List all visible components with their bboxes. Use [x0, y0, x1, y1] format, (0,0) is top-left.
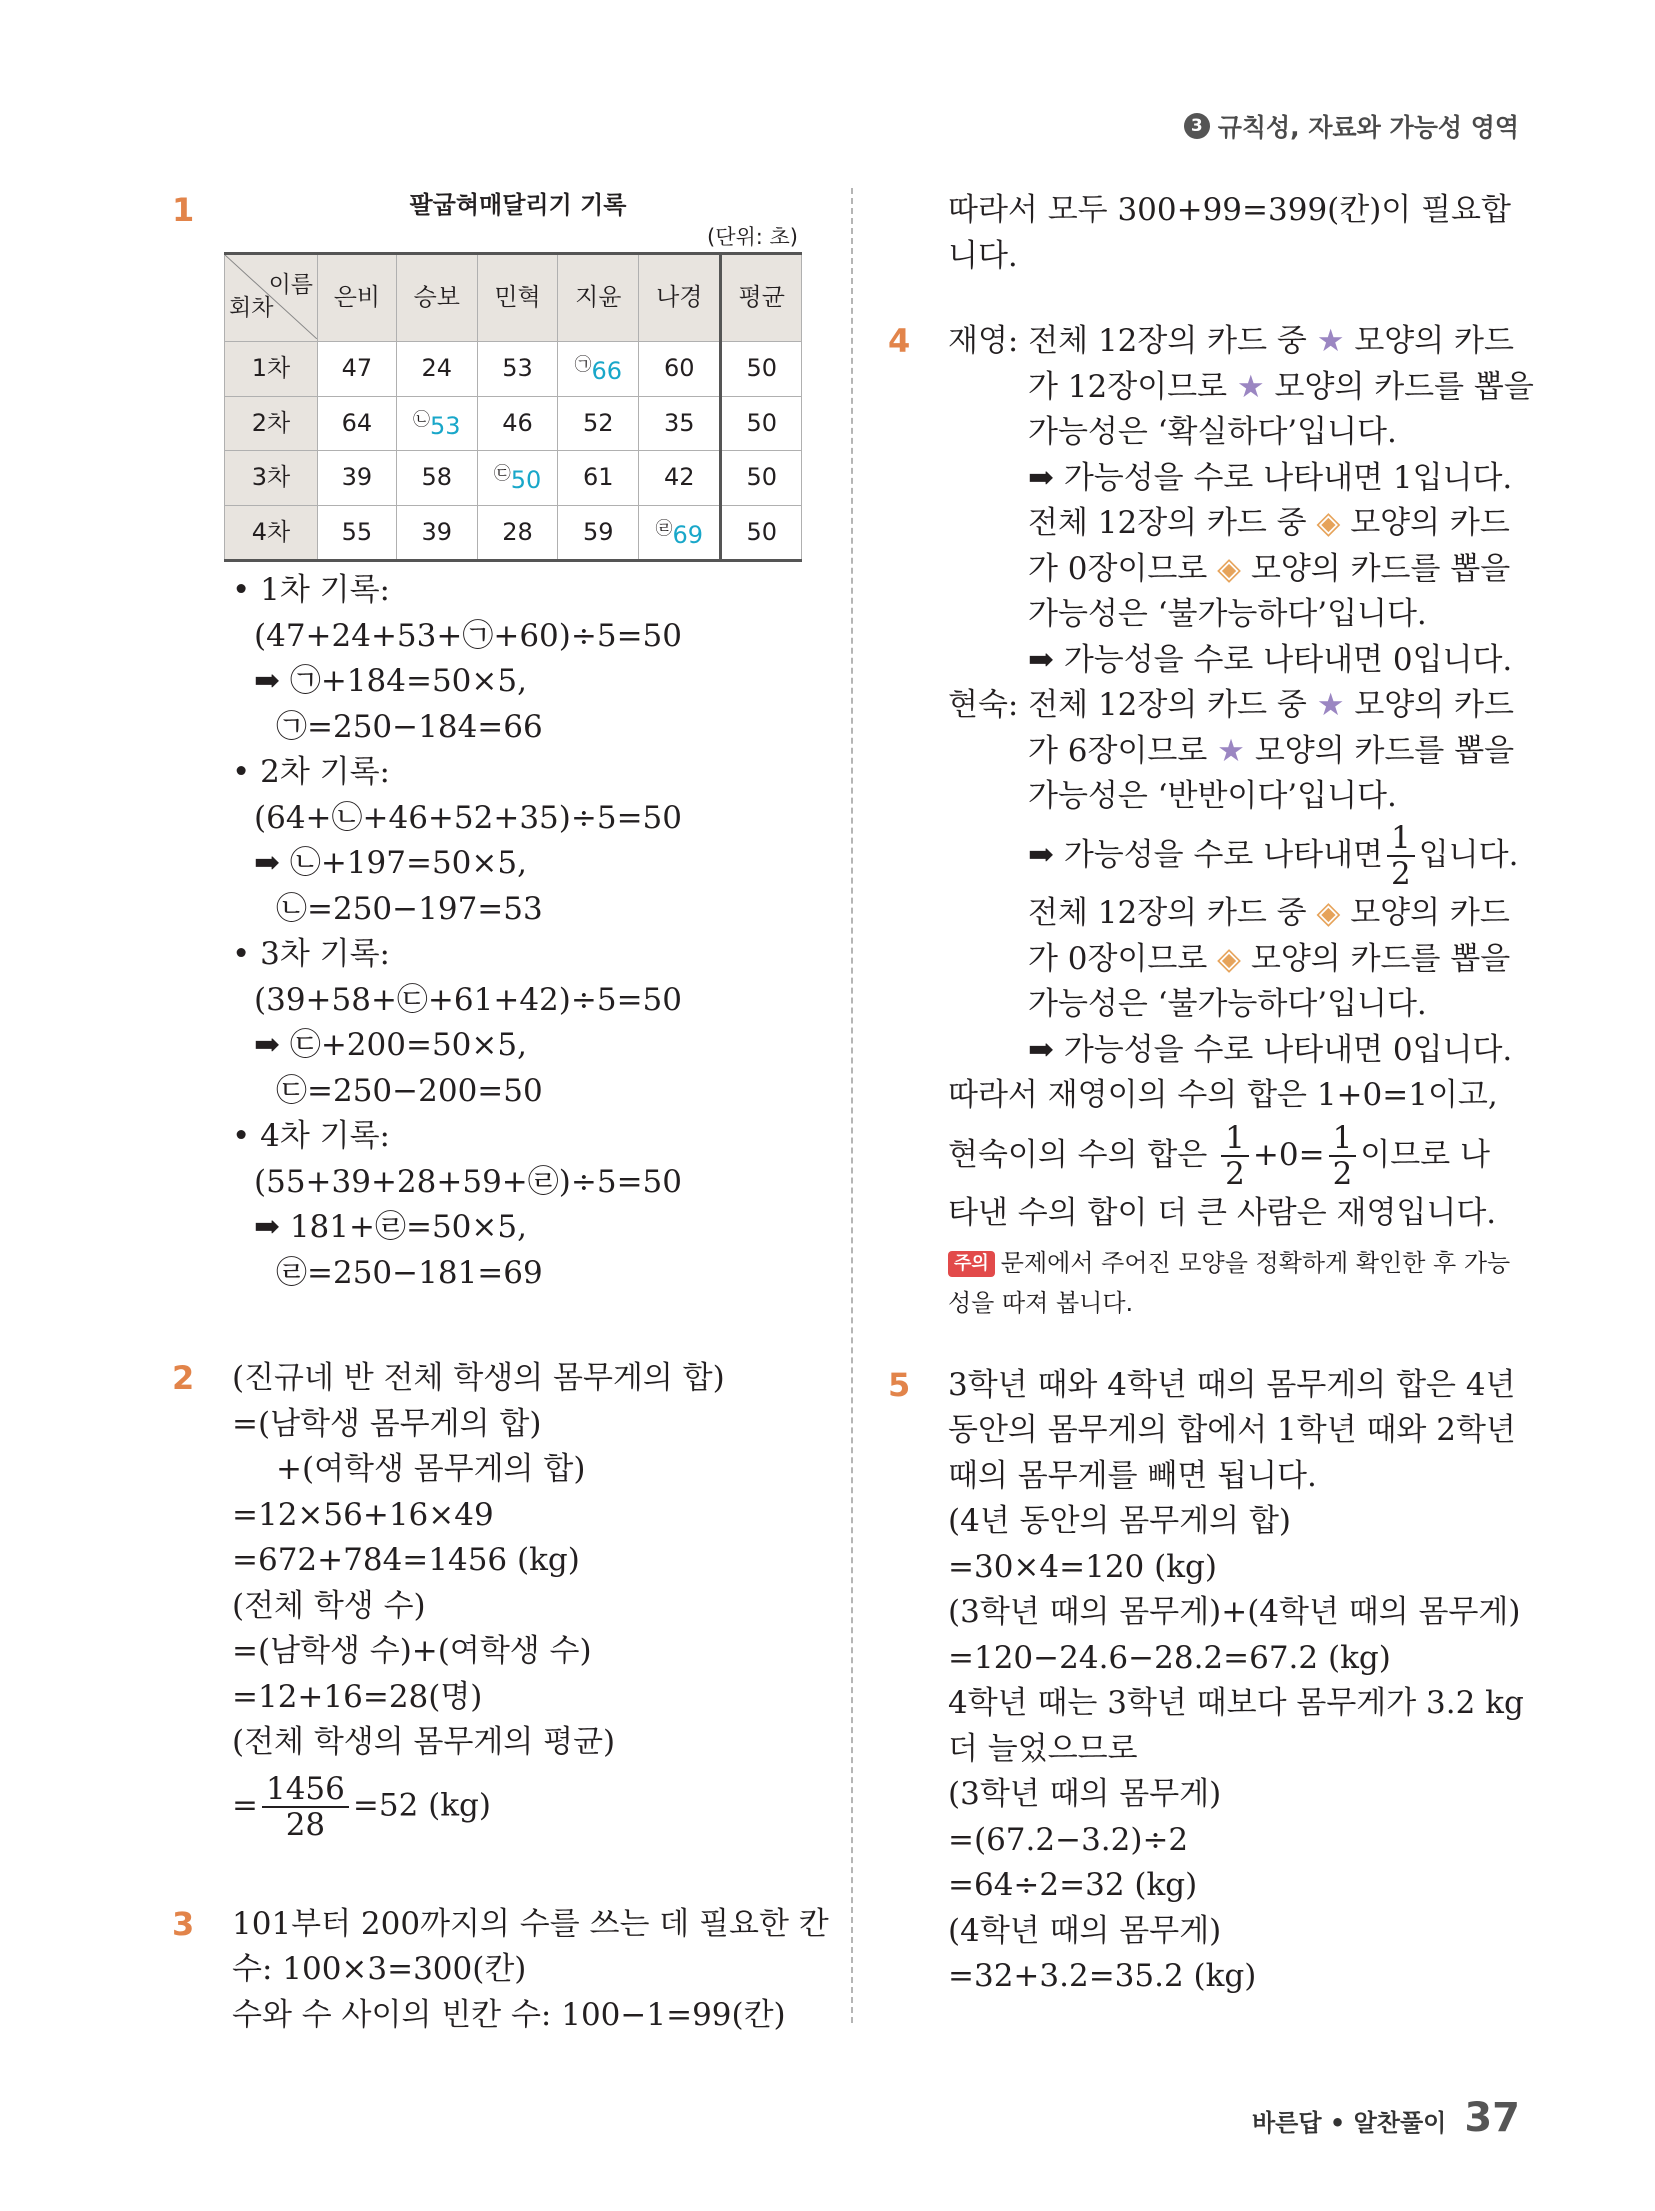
solution-line: ➡ 가능성을 수로 나타내면 1입니다.	[1028, 459, 1513, 496]
solution-line: 3학년 때와 4학년 때의 몸무게의 합은 4년	[948, 1366, 1516, 1403]
text: 모양의 카드를 뽑을	[1274, 368, 1534, 405]
table-cell: 35	[639, 396, 721, 451]
table-corner-cell	[225, 254, 318, 342]
solution-line: =(67.2−3.2)÷2	[948, 1821, 1189, 1858]
table-row	[225, 451, 802, 506]
table-unit: (단위: 초)	[707, 225, 798, 249]
problem-number: 3	[172, 1904, 195, 1943]
denominator: 2	[1391, 856, 1411, 892]
table-cell	[558, 342, 639, 397]
text: 모양의 카드	[1354, 323, 1514, 359]
solution-line	[948, 1119, 1524, 1192]
text: 가 0장이므로	[1028, 940, 1208, 977]
solution-line	[948, 501, 1524, 547]
table-row	[225, 505, 802, 561]
section-title: 규칙성, 자료와 가능성 영역	[1217, 113, 1519, 142]
table-title: 팔굽혀매달리기 기록	[409, 191, 627, 219]
solution-line: =120−24.6−28.2=67.2 (kg)	[948, 1639, 1391, 1676]
answer-value: 50	[510, 466, 542, 494]
solution-line: ㉡=250−197=53	[276, 890, 543, 927]
solution-line: (전체 학생의 몸무게의 평균)	[232, 1724, 616, 1760]
numerator: 1456	[262, 1772, 349, 1808]
problem-4	[888, 319, 1534, 1323]
page-number: 37	[1464, 2095, 1520, 2141]
solution-line: 101부터 200까지의 수를 쓰는 데 필요한 칸	[232, 1905, 829, 1942]
table-cell: 28	[477, 505, 558, 561]
corner-top-label: 이름	[268, 272, 313, 298]
mark-label: ㉢	[493, 464, 511, 484]
text: 모양의 카드를 뽑을	[1250, 940, 1511, 977]
table-cell: 55	[318, 505, 397, 561]
solution-line: • 2차 기록:	[232, 754, 390, 790]
star-icon: ★	[1316, 323, 1345, 359]
text: 전체 12장의 카드 중	[1028, 505, 1307, 541]
star-icon: ★	[1236, 368, 1265, 405]
text: 입니다.	[1418, 836, 1519, 873]
diamond-icon: ◈	[1316, 895, 1341, 931]
solution-line: • 3차 기록:	[232, 936, 390, 972]
solution-line	[948, 729, 1524, 775]
problem-2	[172, 1356, 822, 1842]
table-cell: 24	[396, 342, 477, 397]
column-header: 나경	[639, 254, 721, 342]
solution-line	[948, 547, 1524, 593]
column-header: 민혁	[477, 254, 558, 342]
text: 모양의 카드	[1354, 687, 1514, 723]
problem-3	[172, 1902, 829, 2039]
table-cell: 46	[477, 396, 558, 451]
text: 가 6장이므로	[1028, 732, 1208, 769]
solution-line: ➡ 181+㉣=50×5,	[254, 1209, 527, 1245]
caution-tag: 주의	[948, 1251, 995, 1277]
solution-line	[948, 365, 1534, 411]
diamond-icon: ◈	[1217, 550, 1242, 587]
solution-line: ㉣=250−181=69	[276, 1254, 543, 1291]
text: 모양의 카드를 뽑을	[1254, 732, 1515, 769]
solution-line	[948, 891, 1524, 937]
mark-label: ㉡	[412, 409, 430, 430]
table-row	[225, 342, 802, 397]
solution-line	[948, 820, 1524, 892]
row-header: 3차	[225, 451, 318, 506]
fraction	[1387, 821, 1415, 891]
solution-line: 동안의 몸무게의 합에서 1학년 때와 2학년	[948, 1412, 1516, 1448]
solution-line: 더 늘었으므로	[948, 1730, 1138, 1767]
text: 전체 12장의 카드 중	[1028, 323, 1307, 359]
fraction	[262, 1772, 349, 1842]
column-divider	[851, 188, 853, 2023]
solution-line: =30×4=120 (kg)	[948, 1548, 1217, 1585]
solution-line: 니다.	[948, 237, 1018, 274]
table-cell: 39	[318, 451, 397, 506]
fraction	[1221, 1121, 1249, 1191]
solution-line: (55+39+28+59+㉣)÷5=50	[254, 1163, 682, 1200]
text: ➡ 가능성을 수로 나타내면	[1028, 836, 1383, 873]
table-cell	[639, 505, 721, 561]
table-cell: 39	[396, 505, 477, 561]
problem-5	[888, 1363, 1524, 2000]
text: 전체 12장의 카드 중	[1028, 895, 1307, 931]
table-cell: 52	[558, 396, 639, 451]
table-cell: 64	[318, 396, 397, 451]
solution-line: (진규네 반 전체 학생의 몸무게의 합)	[232, 1360, 725, 1396]
left-column	[172, 188, 829, 2038]
problem-number: 2	[172, 1359, 195, 1397]
result-text: =52 (kg)	[352, 1787, 491, 1823]
table-cell: 50	[721, 451, 802, 506]
text: +0=	[1252, 1136, 1325, 1173]
solution-line: 따라서 재영이의 수의 합은 1+0=1이고,	[948, 1077, 1498, 1113]
denominator: 2	[1225, 1156, 1245, 1192]
solution-line: ➡ 가능성을 수로 나타내면 0입니다.	[1028, 1031, 1513, 1068]
answer-value: 66	[591, 357, 623, 385]
solution-line: ➡ 가능성을 수로 나타내면 0입니다.	[1028, 641, 1513, 678]
table-cell	[396, 396, 477, 451]
solution-line: 타낸 수의 합이 더 큰 사람은 재영입니다.	[948, 1195, 1497, 1231]
solution-line: ㉢=250−200=50	[276, 1072, 543, 1109]
star-icon: ★	[1316, 687, 1345, 723]
solution-line: (64+㉡+46+52+35)÷5=50	[254, 799, 682, 836]
diamond-icon: ◈	[1316, 505, 1341, 541]
solution-line: (3학년 때의 몸무게)	[948, 1776, 1222, 1812]
solution-line: =12×56+16×49	[232, 1496, 494, 1533]
table-row	[225, 396, 802, 451]
caution-text: 문제에서 주어진 모양을 정확하게 확인한 후 가능성을 따져 봅니다.	[948, 1248, 1511, 1317]
text: 가 12장이므로	[1028, 368, 1228, 405]
person-label: 현숙:	[948, 687, 1019, 723]
problem-1	[172, 188, 822, 1296]
table-cell: 53	[477, 342, 558, 397]
table-cell: 50	[721, 342, 802, 397]
numerator: 1	[1221, 1121, 1249, 1157]
problem-number: 4	[888, 322, 911, 360]
solution-line: (39+58+㉢+61+42)÷5=50	[254, 981, 682, 1018]
solution-line: (4학년 때의 몸무게)	[948, 1912, 1222, 1949]
table-cell: 50	[721, 396, 802, 451]
column-header: 평균	[721, 254, 802, 342]
text: 현숙이의 수의 합은	[948, 1136, 1208, 1173]
solution-line: 따라서 모두 300+99=399(칸)이 필요합	[948, 192, 1511, 228]
solution-line: ➡ ㉡+197=50×5,	[254, 845, 527, 881]
solution-line: 수와 수 사이의 빈칸 수: 100−1=99(칸)	[232, 1996, 786, 2033]
mark-label: ㉠	[574, 355, 592, 375]
diamond-icon: ◈	[1217, 940, 1242, 977]
text: 이므로 나	[1360, 1136, 1490, 1173]
solution-line: =672+784=1456 (kg)	[232, 1542, 580, 1578]
caution-note	[948, 1243, 1528, 1323]
text: 전체 12장의 카드 중	[1028, 687, 1307, 723]
person-label: 재영:	[948, 323, 1019, 359]
solution-line	[948, 683, 1524, 729]
numerator: 1	[1329, 1121, 1357, 1157]
row-header: 2차	[225, 396, 318, 451]
table-cell: 50	[721, 505, 802, 561]
fraction	[1329, 1121, 1357, 1191]
row-header: 1차	[225, 342, 318, 397]
solution-line: 수: 100×3=300(칸)	[232, 1951, 527, 1987]
denominator: 2	[1332, 1156, 1353, 1192]
solution-line: • 4차 기록:	[232, 1118, 390, 1154]
text: 모양의 카드를 뽑을	[1250, 550, 1511, 587]
star-icon: ★	[1217, 732, 1245, 769]
page-footer	[1252, 2095, 1520, 2141]
text: 가 0장이므로	[1028, 550, 1208, 587]
table-cell	[477, 451, 558, 506]
problem-3-continued	[888, 188, 1524, 279]
footer-label: 바른답 • 알찬풀이	[1251, 2109, 1447, 2137]
problem-number: 5	[888, 1365, 911, 1404]
row-header: 4차	[225, 505, 318, 561]
solution-line: • 1차 기록:	[232, 572, 390, 608]
solution-line: (4년 동안의 몸무게의 합)	[948, 1503, 1291, 1539]
solution-line: (3학년 때의 몸무게)+(4학년 때의 몸무게)	[948, 1594, 1521, 1630]
solution-line: 가능성은 ‘반반이다’입니다.	[1028, 778, 1397, 814]
solution-line: 때의 몸무게를 빼면 됩니다.	[948, 1457, 1317, 1494]
solution-line	[948, 937, 1524, 983]
solution-line: 가능성은 ‘불가능하다’입니다.	[1028, 596, 1427, 632]
solution-line: (47+24+53+㉠+60)÷5=50	[254, 617, 682, 654]
section-header	[1184, 108, 1519, 144]
problem-number: 1	[172, 191, 195, 229]
solution-line: ➡ ㉢+200=50×5,	[254, 1027, 527, 1063]
answer-value: 53	[429, 411, 461, 440]
solution-line: ㉠=250−184=66	[276, 708, 543, 745]
section-number-badge: 3	[1184, 113, 1210, 139]
solution-line: (전체 학생 수)	[232, 1587, 426, 1624]
solution-line: =32+3.2=35.2 (kg)	[948, 1958, 1257, 1994]
solution-line: 가능성은 ‘불가능하다’입니다.	[1028, 986, 1427, 1022]
right-column	[888, 188, 1534, 2000]
table-cell: 58	[396, 451, 477, 506]
solution-line: =64÷2=32 (kg)	[948, 1867, 1198, 1903]
solution-line: =(남학생 몸무게의 합)	[232, 1405, 542, 1442]
denominator: 28	[285, 1806, 326, 1843]
answer-value: 69	[672, 520, 704, 549]
solution-line: 4학년 때는 3학년 때보다 몸무게가 3.2 kg	[948, 1685, 1524, 1721]
column-header: 지윤	[558, 254, 639, 342]
text: 모양의 카드	[1350, 895, 1510, 931]
record-table-block	[224, 188, 802, 562]
text: 모양의 카드	[1350, 505, 1510, 541]
solution-line: =12+16=28(명)	[232, 1678, 483, 1715]
column-header: 승보	[396, 254, 477, 342]
problem-1-solution	[232, 568, 822, 1296]
solution-line: ➡ ㉠+184=50×5,	[254, 663, 527, 699]
table-cell: 61	[558, 451, 639, 506]
table-cell: 59	[558, 505, 639, 561]
solution-line: +(여학생 몸무게의 합)	[276, 1451, 586, 1487]
numerator: 1	[1387, 821, 1415, 857]
solution-line: 가능성은 ‘확실하다’입니다.	[1028, 414, 1397, 450]
mark-label: ㉣	[655, 518, 673, 539]
table-cell: 47	[318, 342, 397, 397]
table-cell: 42	[639, 451, 721, 506]
fraction-line	[232, 1772, 822, 1842]
solution-line: =(남학생 수)+(여학생 수)	[232, 1633, 592, 1669]
record-table	[224, 252, 802, 562]
table-cell: 60	[639, 342, 721, 397]
column-header: 은비	[318, 254, 397, 342]
solution-line	[948, 319, 1524, 365]
corner-bottom-label: 회차	[229, 294, 274, 321]
equals-sign: =	[232, 1787, 258, 1823]
